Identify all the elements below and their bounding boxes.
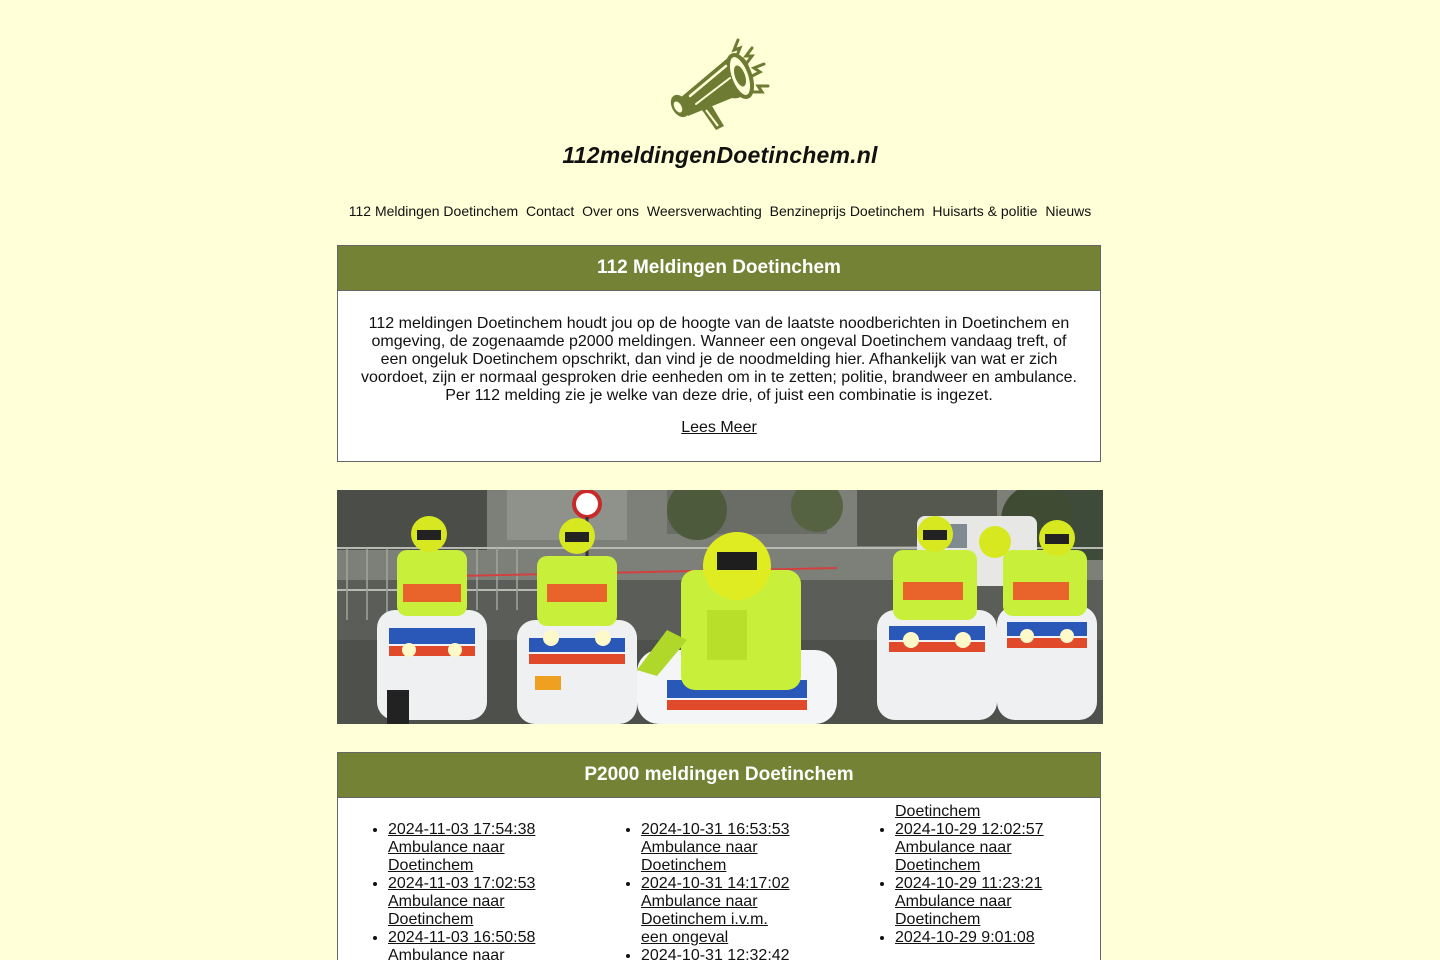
nav-item-over-ons[interactable]: Over ons [582, 203, 639, 219]
report-link[interactable]: 2024-10-29 9:01:08 [895, 929, 1035, 946]
report-link[interactable]: 2024-11-03 17:54:38 Ambulance naar Doetinchem [388, 821, 536, 874]
list-item [388, 929, 538, 960]
site-header [0, 0, 1440, 190]
p2000-panel [337, 752, 1101, 960]
list-item [388, 821, 538, 875]
main-nav [0, 203, 1440, 219]
read-more-link[interactable]: Lees Meer [681, 419, 757, 436]
list-item [895, 821, 1045, 875]
nav-item-weersverwachting[interactable]: Weersverwachting [646, 203, 762, 219]
megaphone-icon[interactable] [660, 34, 780, 138]
nav-item-nieuws[interactable]: Nieuws [1045, 203, 1092, 219]
nav-item-benzineprijs[interactable]: Benzineprijs Doetinchem [769, 203, 925, 219]
reports-column-2 [591, 821, 791, 960]
reports-columns [338, 798, 1100, 960]
list-item [388, 875, 538, 929]
list-item [641, 947, 791, 960]
report-link[interactable]: 2024-10-29 11:23:21 Ambulance naar Doetinchem [895, 875, 1043, 928]
intro-text: 112 meldingen Doetinchem houdt jou op de hoogte van de laatste noodberichten in Doetinchem en omgeving, de zogenaamde p2000 meldingen. Wanneer een ongeval Doetinchem vandaag treft, of een ongeluk Doetinchem opschrikt, dan vind je de noodmelding hier. Afhankelijk van wat er zich voordoet, zijn er normaal gesproken drie eenheden om in te zetten; politie, brandweer en ambulance. Per 112 melding zie je welke van deze drie, of juist een combinatie is ingezet. [361, 315, 1077, 404]
intro-panel [337, 245, 1101, 462]
list-item [895, 875, 1045, 929]
nav-item-huisarts-politie[interactable]: Huisarts & politie [932, 203, 1038, 219]
site-title[interactable]: 112meldingenDoetinchem.nl [562, 142, 878, 168]
hero-image-police-motorcycles [337, 490, 1103, 724]
report-link[interactable]: Doetinchem [895, 803, 981, 820]
p2000-heading: P2000 meldingen Doetinchem [338, 753, 1100, 798]
list-item-continuation [845, 803, 1045, 821]
nav-item-contact[interactable]: Contact [526, 203, 575, 219]
report-link[interactable]: 2024-10-31 12:32:42 [641, 947, 790, 960]
reports-column-3 [845, 803, 1045, 947]
report-link[interactable]: 2024-10-29 12:02:57 Ambulance naar Doetinchem [895, 821, 1044, 874]
intro-heading: 112 Meldingen Doetinchem [338, 246, 1100, 291]
nav-item-112-meldingen[interactable]: 112 Meldingen Doetinchem [348, 203, 519, 219]
list-item [641, 875, 791, 947]
report-link[interactable]: 2024-11-03 16:50:58 Ambulance naar [388, 929, 536, 960]
report-link[interactable]: 2024-10-31 16:53:53 Ambulance naar Doetinchem [641, 821, 790, 874]
report-link[interactable]: 2024-10-31 14:17:02 Ambulance naar Doetinchem i.v.m. een ongeval [641, 875, 790, 946]
list-item [895, 929, 1045, 947]
report-link[interactable]: 2024-11-03 17:02:53 Ambulance naar Doetinchem [388, 875, 536, 928]
list-item [641, 821, 791, 875]
reports-column-1 [338, 821, 538, 960]
